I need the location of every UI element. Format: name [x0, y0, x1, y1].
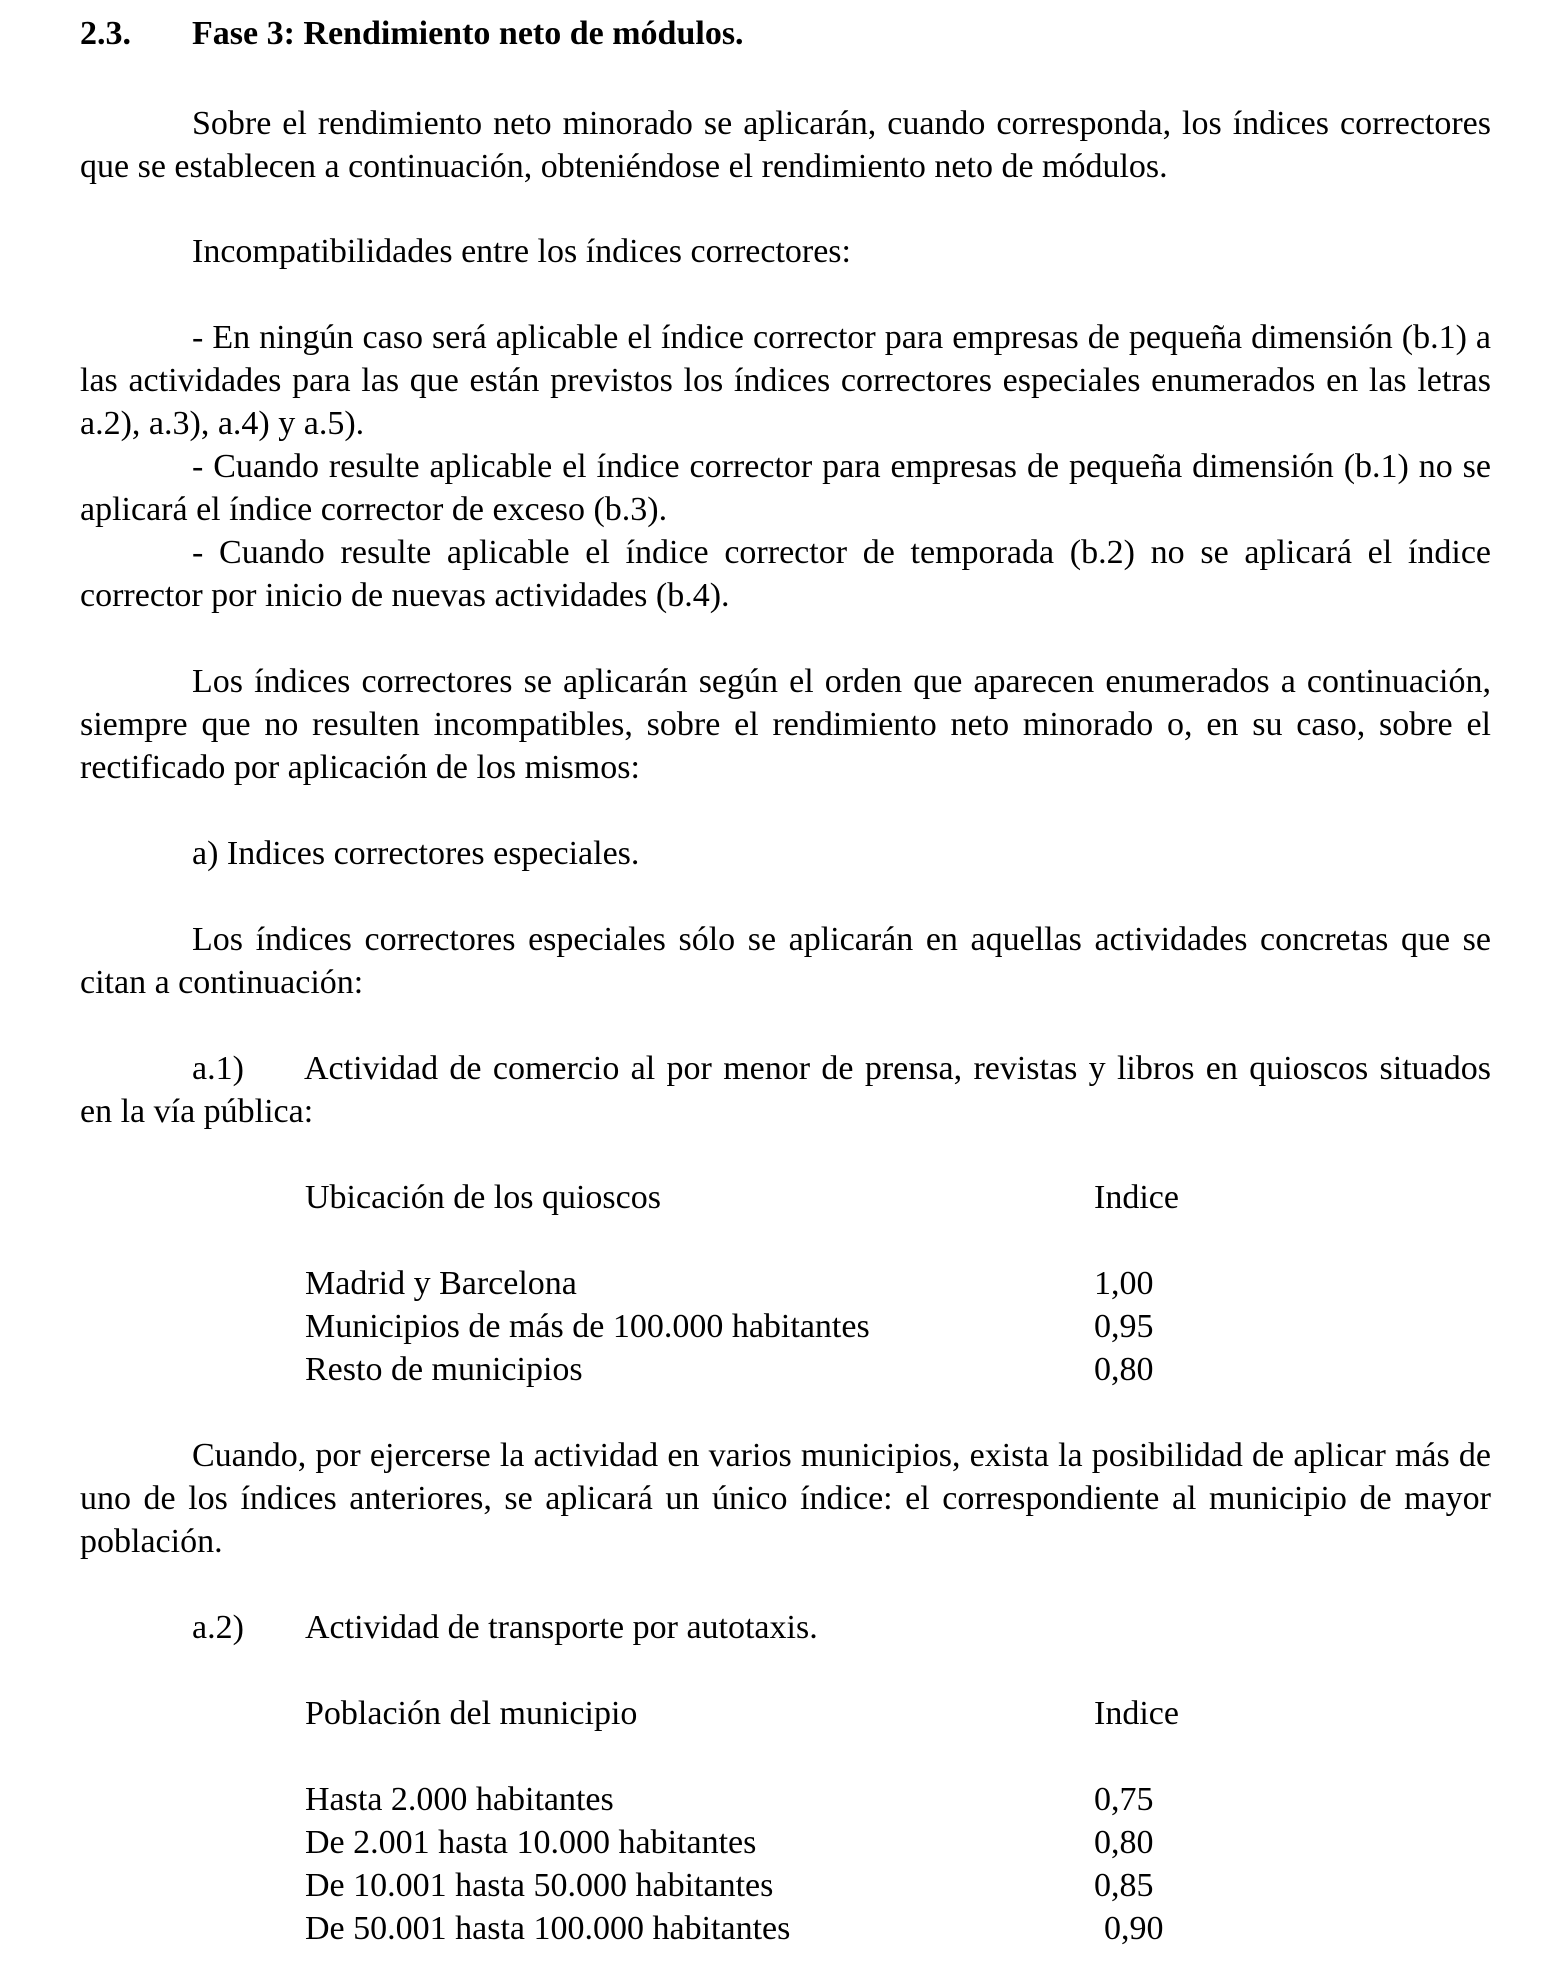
table-row: [305, 1348, 1205, 1391]
table-header-row: [305, 1176, 1205, 1219]
section-number: 2.3.: [80, 15, 131, 52]
a1-label: a.1): [192, 1050, 244, 1087]
row-index: 0,95: [1094, 1308, 1154, 1345]
row-index: 1,00: [1094, 1265, 1154, 1302]
kiosk-index-table: [305, 1176, 1205, 1391]
a1-paragraph: [80, 1047, 1491, 1133]
a1-note-paragraph: Cuando, por ejercerse la actividad en varios municipios, exista la posibilidad de aplicar más de uno de los índices anteriores, se aplicará un único índice: el correspondiente al municipio de mayor población.: [80, 1437, 1491, 1560]
intro-paragraph: Sobre el rendimiento neto minorado se aplicarán, cuando corresponda, los índices correctores que se establecen a continuación, obteniéndose el rendimiento neto de módulos.: [80, 105, 1491, 185]
row-population: Hasta 2.000 habitantes: [305, 1781, 614, 1818]
a2-label: a.2): [192, 1609, 244, 1646]
table-row: [305, 1778, 1205, 1821]
a2-heading: [192, 1606, 818, 1649]
special-indices-heading: a) Indices correctores especiales.: [192, 835, 640, 872]
special-indices-intro: Los índices correctores especiales sólo se aplicarán en aquellas actividades concretas que se citan a continuación:: [80, 921, 1491, 1001]
incompatibility-item-1: - En ningún caso será aplicable el índice corrector para empresas de pequeña dimensión (b.1) a las actividades para las que están previstos los índices correctores especiales enumerados en las letras a.2), a.3), a.4) y a.5).: [80, 319, 1491, 442]
incompatibility-item-3: - Cuando resulte aplicable el índice corrector de temporada (b.2) no se aplicará el índice corrector por inicio de nuevas actividades (b.4).: [80, 534, 1491, 614]
row-index: 0,80: [1094, 1824, 1154, 1861]
row-population: De 50.001 hasta 100.000 habitantes: [305, 1910, 791, 1947]
table-spacer: [305, 1735, 1205, 1778]
row-index: 0,85: [1094, 1867, 1154, 1904]
table-header-index: Indice: [1094, 1179, 1179, 1216]
table-row: [305, 1305, 1205, 1348]
a2-text: Actividad de transporte por autotaxis.: [305, 1609, 818, 1646]
table-spacer: [305, 1219, 1205, 1262]
table-row: [305, 1262, 1205, 1305]
taxi-population-table: [305, 1692, 1205, 1950]
table-row: [305, 1864, 1205, 1907]
table-header-location: Ubicación de los quioscos: [305, 1179, 661, 1216]
row-population: De 10.001 hasta 50.000 habitantes: [305, 1867, 774, 1904]
table-row: [305, 1821, 1205, 1864]
table-header-index: Indice: [1094, 1695, 1179, 1732]
row-location: Madrid y Barcelona: [305, 1265, 577, 1302]
row-index: 0,75: [1094, 1781, 1154, 1818]
a1-text: Actividad de comercio al por menor de prensa, revistas y libros en quioscos situados en la vía pública:: [80, 1050, 1491, 1130]
incompatibility-item-2: - Cuando resulte aplicable el índice corrector para empresas de pequeña dimensión (b.1) no se aplicará el índice corrector de exceso (b.3).: [80, 448, 1491, 528]
row-location: Resto de municipios: [305, 1351, 583, 1388]
section-heading: [80, 12, 744, 55]
table-header-population: Población del municipio: [305, 1695, 638, 1732]
table-row: [305, 1907, 1205, 1950]
order-paragraph: Los índices correctores se aplicarán según el orden que aparecen enumerados a continuación, siempre que no resulten incompatibles, sobre el rendimiento neto minorado o, en su caso, sobre el rectificado por aplicación de los mismos:: [80, 663, 1491, 786]
incompatibilities-heading: Incompatibilidades entre los índices correctores:: [192, 233, 851, 270]
row-location: Municipios de más de 100.000 habitantes: [305, 1308, 870, 1345]
section-title: Fase 3: Rendimiento neto de módulos.: [192, 15, 744, 52]
table-header-row: [305, 1692, 1205, 1735]
row-index: 0,80: [1094, 1351, 1154, 1388]
row-population: De 2.001 hasta 10.000 habitantes: [305, 1824, 757, 1861]
row-index: 0,90: [1104, 1910, 1164, 1947]
